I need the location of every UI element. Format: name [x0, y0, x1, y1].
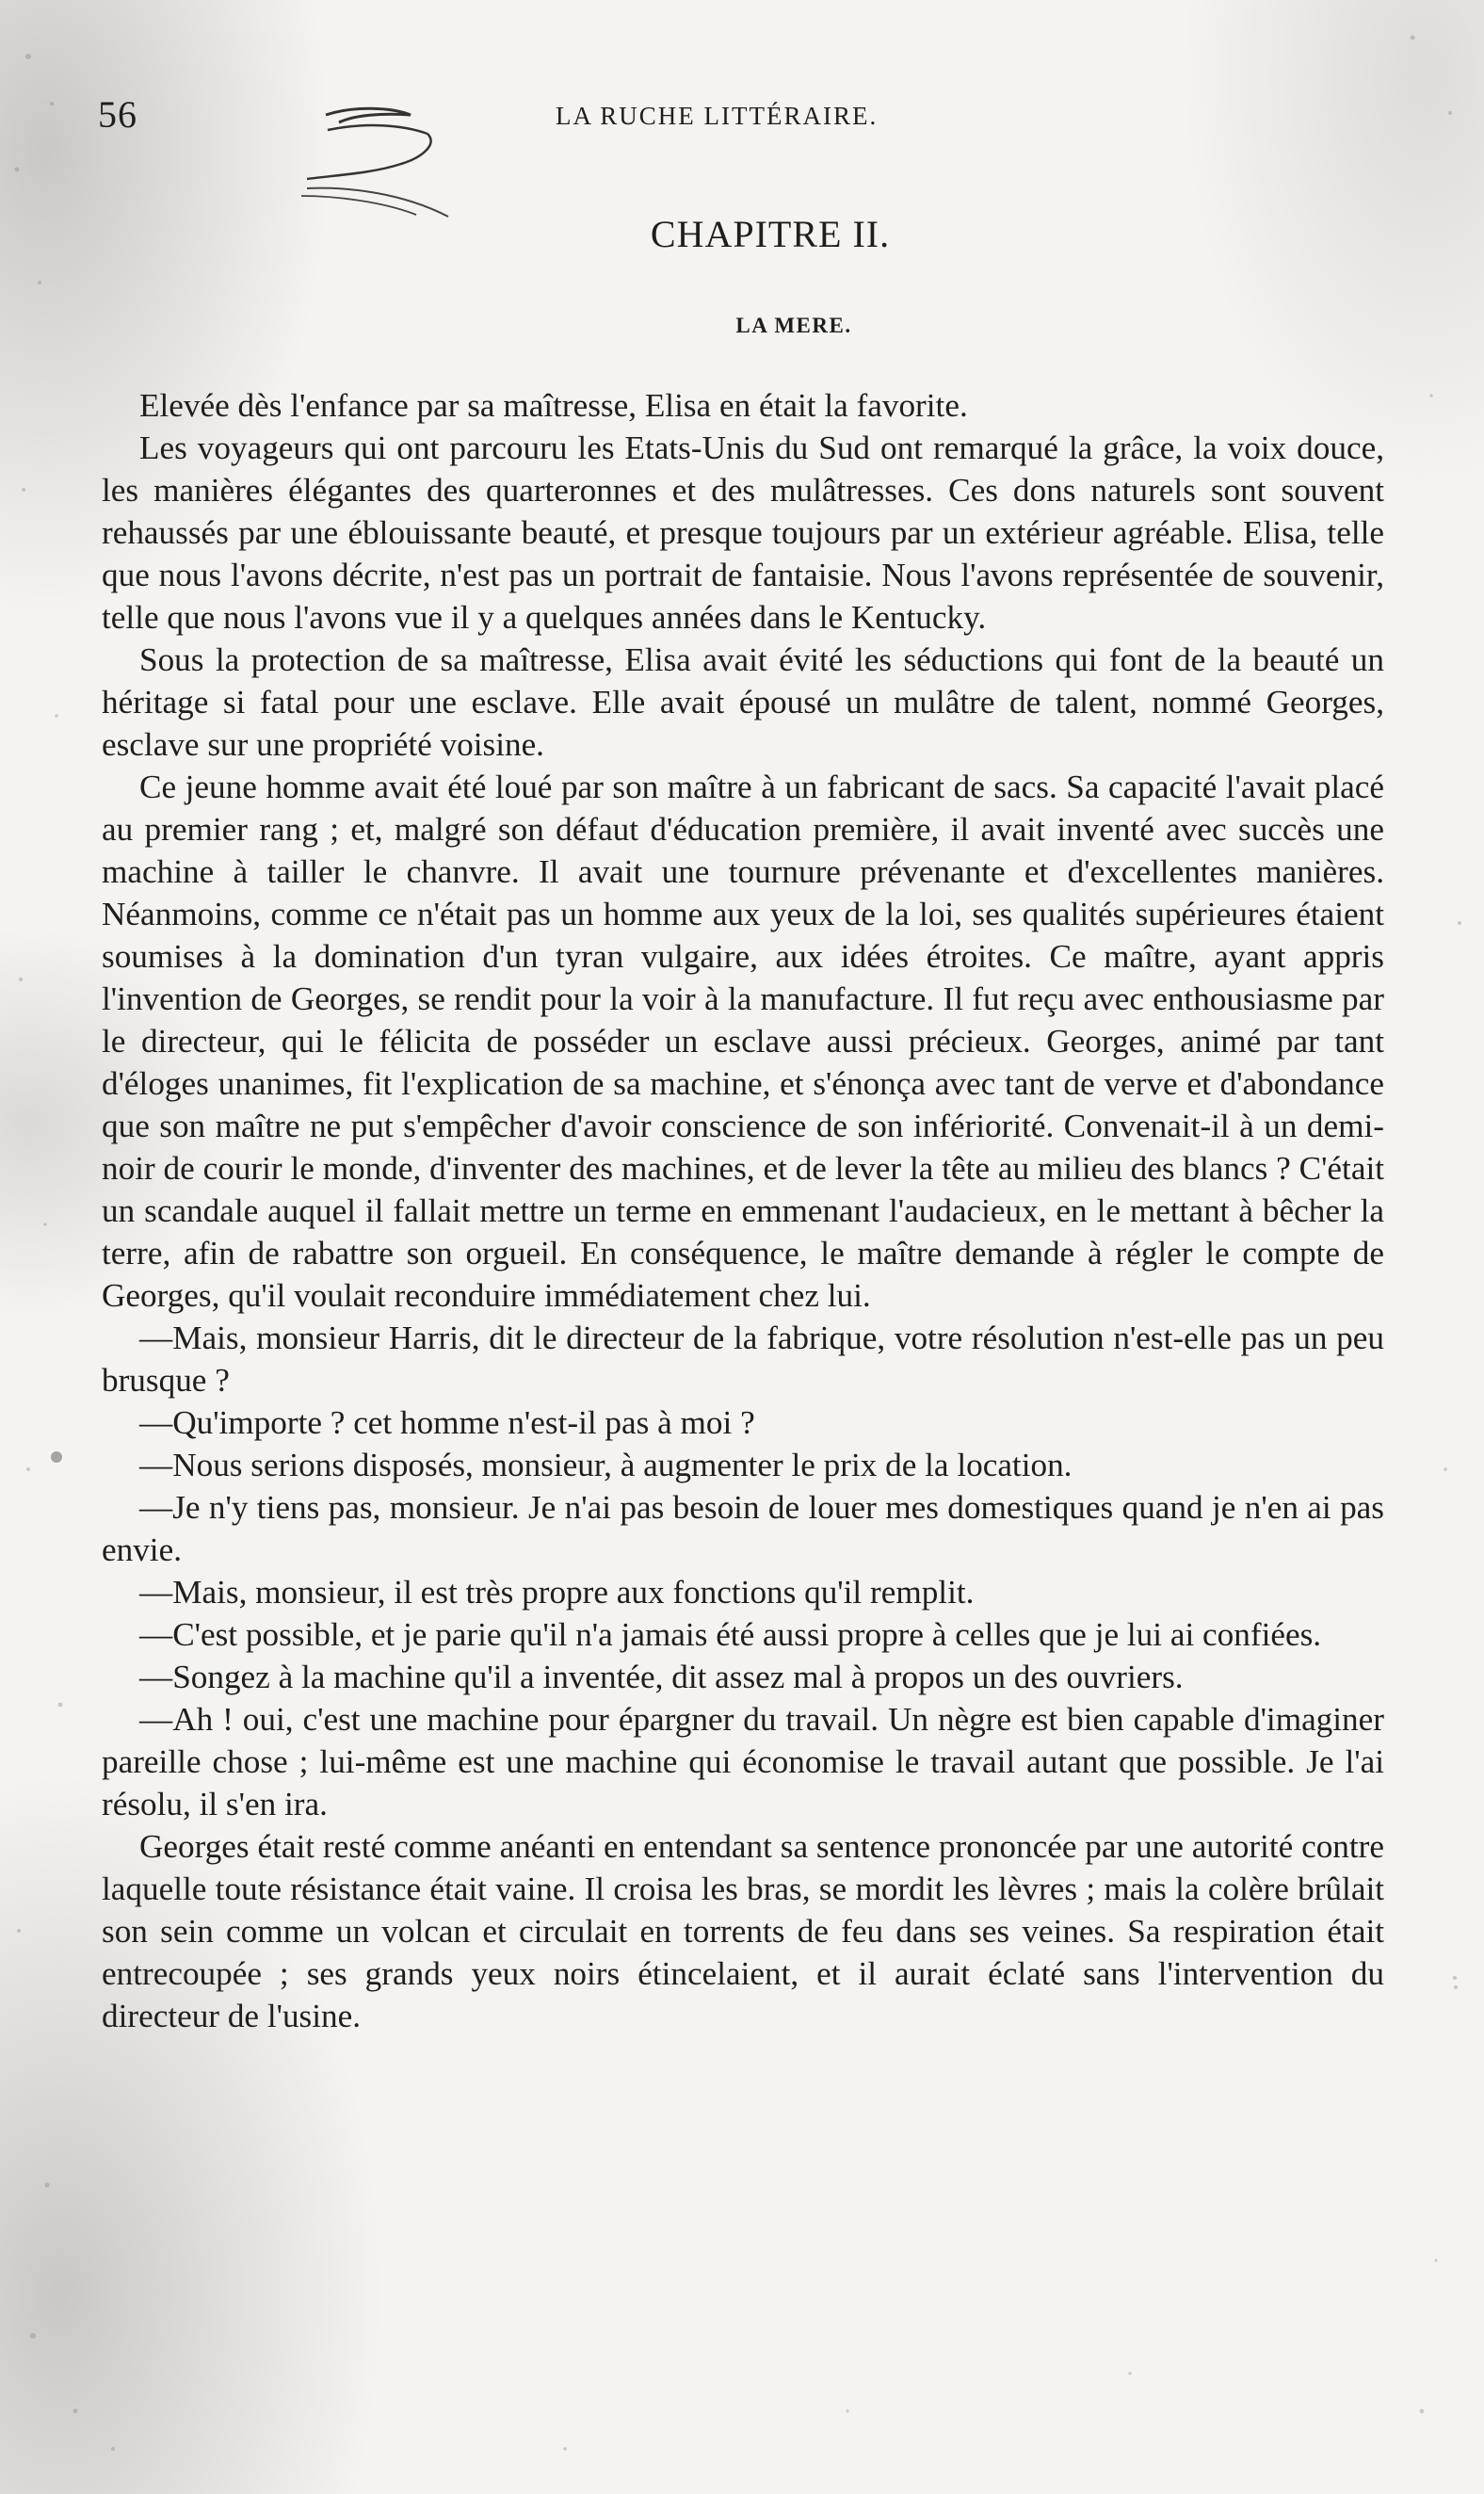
chapter-body	[102, 384, 1384, 2037]
dialogue-line: —Songez à la machine qu'il a inventée, dit assez mal à propos un des ouvriers.	[139, 1659, 1184, 1695]
dialogue-line: —Mais, monsieur, il est très propre aux fonctions qu'il remplit.	[139, 1574, 975, 1611]
paragraph: Georges était resté comme anéanti en entendant sa sentence prononcée par une autorité contre laquelle toute résistance était vaine. Il croisa les bras, se mordit les lèvres ; mais la colère brûlait son sein comme un volcan et circulait en torrents de feu dans ses veines. Sa respiration était entrecoupée ; ses grands yeux noirs étincelaient, et il aurait éclaté sans l'intervention du directeur de l'usine.	[102, 1828, 1384, 2034]
dialogue-line: —C'est possible, et je parie qu'il n'a jamais été aussi propre à celles que je lui ai confiées.	[139, 1616, 1322, 1653]
dialogue-line: —Mais, monsieur Harris, dit le directeur de la fabrique, votre résolution n'est-elle pas un peu brusque ?	[102, 1320, 1384, 1399]
dialogue-line: —Ah ! oui, c'est une machine pour épargner du travail. Un nègre est bien capable d'imaginer pareille chose ; lui-même est une machine qui économise le travail autant que possible. Je l'ai résolu, il s'en ira.	[102, 1701, 1384, 1822]
page-header	[94, 92, 1394, 139]
ornament-flourish-icon	[298, 102, 458, 224]
paragraph: Ce jeune homme avait été loué par son maître à un fabricant de sacs. Sa capacité l'avait placé au premier rang ; et, malgré son défaut d'éducation première, il avait inventé avec succès une machine à tailler le chanvre. Il avait une tournure prévenante et d'excellentes manières. Néanmoins, comme ce n'était pas un homme aux yeux de la loi, ses qualités supérieures étaient soumises à la domination d'un tyran vulgaire, aux idées étroites. Ce maître, ayant appris l'invention de Georges, se rendit pour la voir à la manufacture. Il fut reçu avec enthousiasme par le directeur, qui le félicita de posséder un esclave aussi précieux. Georges, animé par tant d'éloges unanimes, fit l'explication de sa machine, et s'énonça avec tant de verve et d'abondance que son maître ne put s'empêcher d'avoir conscience de son infériorité. Convenait-il à un demi-noir de courir le monde, d'inventer des machines, et de lever la tête au milieu des blancs ? C'était un scandale auquel il fallait mettre un terme en emmenant l'audacieux, en le mettant à bêcher la terre, afin de rabattre son orgueil. En conséquence, le maître demande à régler le compte de Georges, qu'il voulait reconduire immédiatement chez lui.	[102, 769, 1384, 1314]
paragraph: Elevée dès l'enfance par sa maîtresse, Elisa en était la favorite.	[139, 387, 968, 424]
dialogue-line: —Je n'y tiens pas, monsieur. Je n'ai pas besoin de louer mes domestiques quand je n'en ai pas envie.	[102, 1489, 1384, 1568]
running-head: LA RUCHE LITTÉRAIRE.	[556, 102, 879, 130]
paragraph: Les voyageurs qui ont parcouru les Etats-Unis du Sud ont remarqué la grâce, la voix douce, les manières élégantes des quarteronnes et des mulâtresses. Ces dons naturels sont souvent rehaussés par une éblouissante beauté, et presque toujours par un extérieur agréable. Elisa, telle que nous l'avons décrite, n'est pas un portrait de fantaisie. Nous l'avons représentée de souvenir, telle que nous l'avons vue il y a quelques années dans le Kentucky.	[102, 429, 1384, 636]
chapter-title: CHAPITRE II.	[650, 213, 891, 255]
dialogue-line: —Nous serions disposés, monsieur, à augmenter le prix de la location.	[139, 1447, 1073, 1483]
dialogue-line: —Qu'importe ? cet homme n'est-il pas à moi ?	[139, 1404, 755, 1441]
page-number: 56	[98, 93, 137, 136]
chapter-subtitle: LA MERE.	[735, 314, 852, 337]
paragraph: Sous la protection de sa maîtresse, Elisa avait évité les séductions qui font de la beauté un héritage si fatal pour une esclave. Elle avait épousé un mulâtre de talent, nommé Georges, esclave sur une propriété voisine.	[102, 641, 1384, 763]
